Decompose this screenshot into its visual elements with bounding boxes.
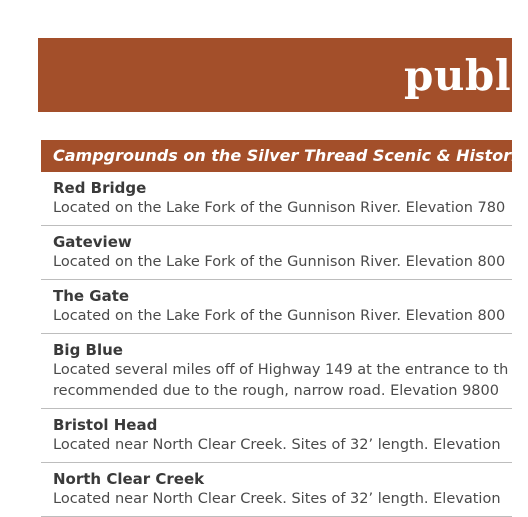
banner-title: publi [404, 51, 528, 100]
campground-name: The Gate [53, 287, 130, 305]
list-item [41, 172, 512, 226]
section-title: Campgrounds on the Silver Thread Scenic & Historic [53, 146, 527, 165]
campground-description: Located near North Clear Creek. Sites of 32’ length. Elevation [53, 491, 501, 507]
list-item [41, 280, 512, 334]
list-item [41, 463, 512, 517]
campground-name: North Clear Creek [53, 470, 205, 488]
campground-description: Located near North Clear Creek. Sites of 32’ length. Elevation [53, 437, 501, 453]
list-item [41, 409, 512, 463]
list-item [41, 334, 512, 409]
campground-description: Located on the Lake Fork of the Gunnison River. Elevation 780 [53, 200, 506, 216]
campground-name: Bristol Head [53, 416, 158, 434]
campground-description: Located on the Lake Fork of the Gunnison River. Elevation 800 [53, 254, 506, 270]
campground-name: Red Bridge [53, 179, 147, 197]
campground-name: Gateview [53, 233, 132, 251]
campground-name: Big Blue [53, 341, 123, 359]
section-header [41, 140, 527, 172]
page-banner [38, 38, 528, 112]
campground-description: Located on the Lake Fork of the Gunnison River. Elevation 800 [53, 308, 506, 324]
campground-description: recommended due to the rough, narrow road. Elevation 9800 [53, 383, 499, 399]
list-item [41, 226, 512, 280]
campground-list [41, 172, 512, 517]
campground-description: Located several miles off of Highway 149 at the entrance to th [53, 362, 509, 378]
